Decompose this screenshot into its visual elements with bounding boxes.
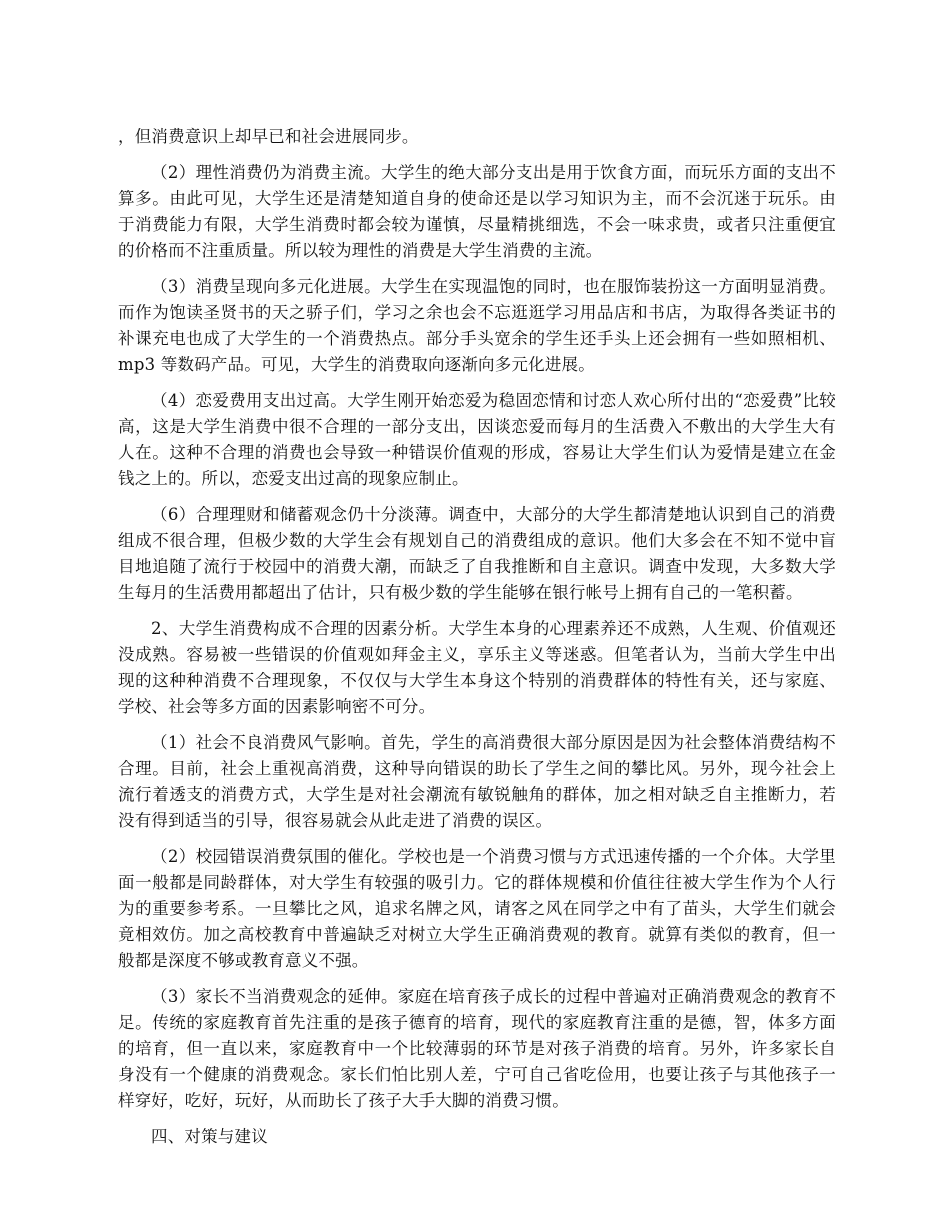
paragraph-diversified-consumption: （3）消费呈现向多元化进展。大学生在实现温饱的同时，也在服饰装扮这一方面明显消费。而作为饱读圣贤书的天之骄子们，学习之余也会不忘逛逛学习用品店和书店，为取得各类证书的补课充电也成了大学生的一个消费热点。部分手头宽余的学生还手头上还会拥有一些如照相机、mp3 等数码产品。可见，大学生的消费取向逐渐向多元化进展。 <box>118 277 836 374</box>
paragraph-rational-consumption: （2）理性消费仍为消费主流。大学生的绝大部分支出是用于饮食方面，而玩乐方面的支出不算多。由此可见，大学生还是清楚知道自身的使命还是以学习知识为主，而不会沉迷于玩乐。由于消费能力有限，大学生消费时都会较为谨慎，尽量精挑细选，不会一味求贵，或者只注重便宜的价格而不注重质量。所以较为理性的消费是大学生消费的主流。 <box>118 163 836 260</box>
paragraph-campus-atmosphere: （2）校园错误消费氛围的催化。学校也是一个消费习惯与方式迅速传播的一个介体。大学里面一般都是同龄群体，对大学生有较强的吸引力。它的群体规模和价值往往被大学生作为个人行为的重要参考系。一旦攀比之风，追求名牌之风，请客之风在同学之中有了苗头，大学生们就会竟相效仿。加之高校教育中普遍缺乏对树立大学生正确消费观的教育。就算有类似的教育，但一般都是深度不够或教育意义不强。 <box>118 847 836 970</box>
paragraph-parental-influence: （3）家长不当消费观念的延伸。家庭在培育孩子成长的过程中普遍对正确消费观念的教育不足。传统的家庭教育首先注重的是孩子德育的培育，现代的家庭教育注重的是德，智，体多方面的培育，但一直以来，家庭教育中一个比较薄弱的环节是对孩子消费的培育。另外，许多家长自身没有一个健康的消费观念。家长们怕比别人差，宁可自己省吃俭用，也要让孩子与其他孩子一样穿好，吃好，玩好，从而助长了孩子大手大脚的消费习惯。 <box>118 987 836 1110</box>
paragraph-financial-management: （6）合理理财和储蓄观念仍十分淡薄。调查中，大部分的大学生都清楚地认识到自己的消费组成不很合理，但极少数的大学生会有规划自己的消费组成的意识。他们大多会在不知不觉中盲目地追随了流行于校园中的消费大潮，而缺乏了自我推断和自主意识。调查中发现，大多数大学生每月的生活费用都超出了估计，只有极少数的学生能够在银行帐号上拥有自己的一笔积蓄。 <box>118 505 836 602</box>
document-body <box>118 124 836 1160</box>
section-heading-countermeasures: 四、对策与建议 <box>151 1127 268 1146</box>
paragraph-factor-analysis: 2、大学生消费构成不合理的因素分析。大学生本身的心理素养还不成熟，人生观、价值观还没成熟。容易被一些错误的价值观如拜金主义，享乐主义等迷惑。但笔者认为，当前大学生中出现的这种种消费不合理现象，不仅仅与大学生本身这个特别的消费群体的特性有关，还与家庭、学校、社会等多方面的因素影响密不可分。 <box>118 619 836 716</box>
paragraph-social-influence: （1）社会不良消费风气影响。首先，学生的高消费很大部分原因是因为社会整体消费结构不合理。目前，社会上重视高消费，这种导向错误的助长了学生之间的攀比风。另外，现今社会上流行着透支的消费方式，大学生是对社会潮流有敏锐触角的群体，加之相对缺乏自主推断力，若没有得到适当的引导，很容易就会从此走进了消费的误区。 <box>118 733 836 830</box>
paragraph-continuation: ，但消费意识上却早已和社会进展同步。 <box>118 127 419 146</box>
paragraph-romance-expenses: （4）恋爱费用支出过高。大学生刚开始恋爱为稳固恋情和讨恋人欢心所付出的“恋爱费”比较高，这是大学生消费中很不合理的一部分支出，因谈恋爱而每月的生活费入不敷出的大学生大有人在。这种不合理的消费也会导致一种错误价值观的形成，容易让大学生们认为爱情是建立在金钱之上的。所以，恋爱支出过高的现象应制止。 <box>118 391 836 488</box>
